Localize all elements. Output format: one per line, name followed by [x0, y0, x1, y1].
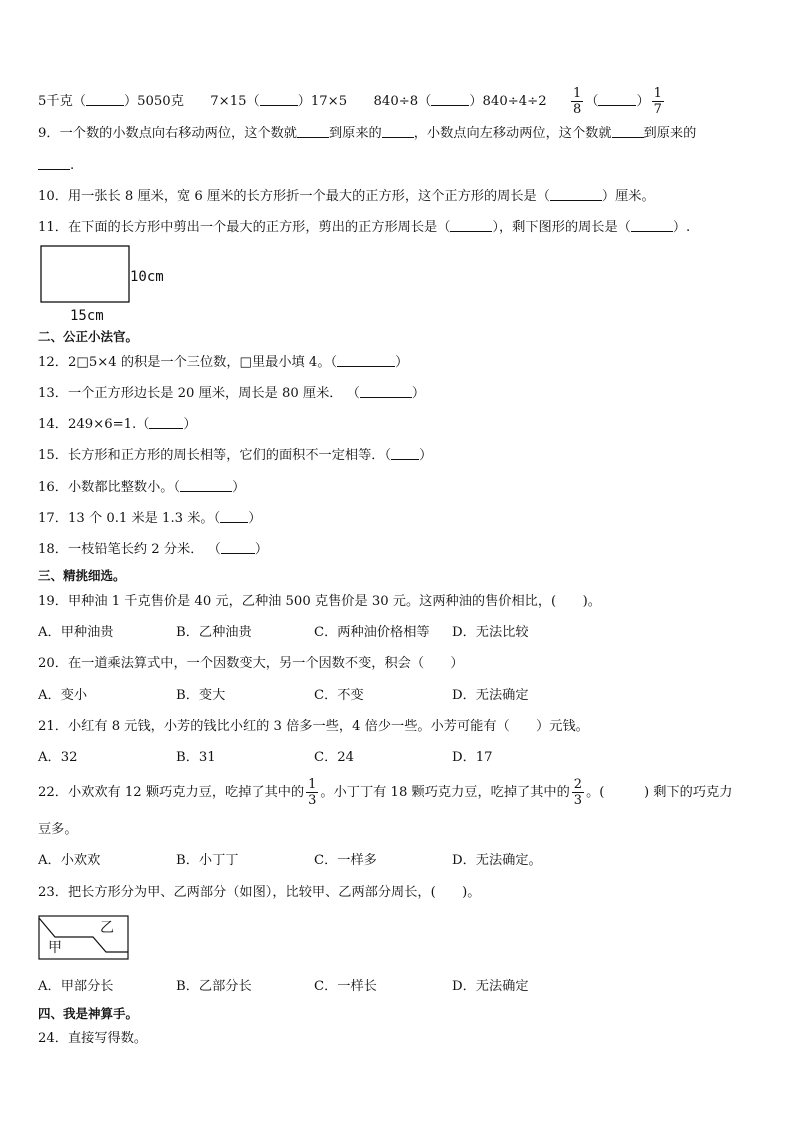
answer-blank[interactable] — [550, 187, 602, 201]
question-22-text: 22．小欢欢有 12 颗巧克力豆，吃掉了其中的 — [38, 785, 305, 800]
question-13-text: 13．一个正方形边长是 20 厘米，周长是 80 厘米． （ — [38, 386, 360, 401]
fraction-2-3: $\frac{2}{3}$ — [573, 777, 583, 808]
option-b[interactable]: B．31 — [176, 750, 216, 765]
answer-blank[interactable] — [337, 353, 395, 367]
option-c[interactable]: C．一样多 — [314, 853, 377, 868]
question-9-text: 到原来的 — [643, 126, 697, 141]
question-16-text: 16．小数都比整数小。（ — [38, 480, 181, 495]
answer-blank[interactable] — [598, 92, 636, 106]
region-jia-label: 甲 — [48, 940, 62, 956]
question-18-text: 18．一枝铅笔长约 2 分米． （ — [38, 542, 221, 557]
option-c[interactable]: C．一样长 — [314, 979, 377, 994]
question-22-cont: 豆多。 — [38, 822, 78, 837]
rectangle-shape — [41, 246, 129, 302]
option-c[interactable]: C．不变 — [314, 688, 364, 703]
question-21: 21．小红有 8 元钱，小芳的钱比小红的 3 倍多一些，4 倍少一些。小芳可能有（ ）元钱。 — [38, 719, 589, 734]
question-11-text: ）. — [672, 220, 691, 235]
region-yi-label: 乙 — [100, 920, 114, 936]
question-15-text: ） — [419, 448, 433, 463]
question-14-text: ） — [183, 417, 197, 432]
compare-2-left: 7×15（ — [210, 94, 260, 109]
option-b[interactable]: B．乙部分长 — [176, 979, 252, 994]
answer-blank[interactable] — [612, 124, 644, 138]
answer-blank[interactable] — [38, 156, 70, 170]
question-19: 19．甲种油 1 千克售价是 40 元，乙种油 500 克售价是 30 元。这两种油的售价相比，( )。 — [38, 594, 601, 609]
option-d[interactable]: D．无法比较 — [452, 625, 529, 640]
question-9-text: 到原来的 — [328, 126, 382, 141]
question-10 — [38, 187, 655, 207]
paren-open: （ — [585, 94, 599, 109]
answer-blank[interactable] — [220, 509, 248, 523]
question-18-text: ） — [254, 542, 268, 557]
section-4-heading: 四、我是神算手。 — [38, 1006, 139, 1021]
question-11-text: ），剩下图形的周长是（ — [492, 220, 631, 235]
paren-close: ） — [636, 94, 650, 109]
question-12 — [38, 353, 408, 373]
rectangle-figure — [38, 244, 178, 326]
option-d[interactable]: D．无法确定 — [452, 688, 529, 703]
section-3-heading: 三、精挑细选。 — [38, 568, 126, 583]
question-9-text: . — [70, 158, 75, 173]
question-22 — [38, 777, 732, 809]
answer-blank[interactable] — [382, 124, 414, 138]
option-d[interactable]: D．17 — [452, 750, 493, 765]
compare-line — [38, 86, 666, 117]
answer-blank[interactable] — [221, 540, 255, 554]
question-17-text: 17．13 个 0.1 米是 1.3 米。（ — [38, 511, 221, 526]
question-16-text: ） — [232, 480, 246, 495]
answer-blank[interactable] — [260, 92, 298, 106]
answer-blank[interactable] — [86, 92, 124, 106]
question-18 — [38, 540, 268, 560]
question-23: 23．把长方形分为甲、乙两部分（如图），比较甲、乙两部分周长，( )。 — [38, 885, 481, 900]
question-14-text: 14．249×6=1.（ — [38, 417, 150, 432]
question-16 — [38, 478, 245, 498]
question-9-text: ，小数点向左移动两位，这个数就 — [413, 126, 612, 141]
option-b[interactable]: B．小丁丁 — [176, 853, 239, 868]
fraction-1-3: $\frac{1}{3}$ — [308, 777, 317, 808]
option-b[interactable]: B．变大 — [176, 688, 226, 703]
split-rectangle-figure — [38, 914, 132, 962]
answer-blank[interactable] — [297, 124, 329, 138]
option-a[interactable]: A．甲部分长 — [38, 979, 114, 994]
answer-blank[interactable] — [180, 478, 232, 492]
compare-1-left: 5千克（ — [38, 94, 86, 109]
question-13-text: ） — [411, 386, 426, 401]
question-14 — [38, 415, 197, 435]
fraction-1-7: $\frac{1}{7}$ — [653, 86, 662, 117]
question-11 — [38, 218, 690, 238]
section-2-heading: 二、公正小法官。 — [38, 329, 139, 344]
fraction-1-8: $\frac{1}{8}$ — [573, 86, 582, 117]
answer-blank[interactable] — [431, 92, 469, 106]
answer-blank[interactable] — [391, 446, 419, 460]
answer-blank[interactable] — [360, 384, 412, 398]
answer-blank[interactable] — [149, 415, 183, 429]
compare-2-right: ）17×5 — [297, 94, 348, 109]
question-13 — [38, 384, 425, 404]
rectangle-bottom-label: 15cm — [70, 308, 104, 324]
question-12-text: ） — [395, 355, 409, 370]
question-9-text: 9．一个数的小数点向右移动两位，这个数就 — [38, 126, 297, 141]
question-24: 24．直接写得数。 — [38, 1031, 148, 1046]
option-a[interactable]: A．甲种油贵 — [38, 625, 114, 640]
option-a[interactable]: A．32 — [38, 750, 78, 765]
question-20: 20．在一道乘法算式中，一个因数变大，另一个因数不变，积会（ ） — [38, 656, 464, 671]
question-10-text: 10．用一张长 8 厘米，宽 6 厘米的长方形折一个最大的正方形，这个正方形的周长是（ — [38, 189, 550, 204]
answer-blank[interactable] — [631, 218, 673, 232]
question-10-text: ）厘米。 — [601, 189, 655, 204]
option-a[interactable]: A．变小 — [38, 688, 88, 703]
compare-1-right: ）5050克 — [123, 94, 184, 109]
question-22-text: 。小丁丁有 18 颗巧克力豆，吃掉了其中的 — [320, 785, 570, 800]
option-d[interactable]: D．无法确定。 — [452, 853, 542, 868]
question-9-cont — [38, 156, 74, 176]
question-15-text: 15．长方形和正方形的周长相等，它们的面积不一定相等．（ — [38, 448, 392, 463]
question-15 — [38, 446, 432, 466]
option-b[interactable]: B．乙种油贵 — [176, 625, 252, 640]
option-c[interactable]: C．两种油价格相等 — [314, 625, 430, 640]
question-11-text: 11．在下面的长方形中剪出一个最大的正方形，剪出的正方形周长是（ — [38, 220, 451, 235]
question-17 — [38, 509, 261, 529]
question-9 — [38, 124, 696, 144]
answer-blank[interactable] — [450, 218, 492, 232]
option-d[interactable]: D．无法确定 — [452, 979, 529, 994]
question-17-text: ） — [248, 511, 262, 526]
option-c[interactable]: C．24 — [314, 750, 355, 765]
rectangle-side-label: 10cm — [130, 269, 164, 285]
compare-3-right: ）840÷4÷2 — [469, 94, 547, 109]
compare-3-left: 840÷8（ — [373, 94, 432, 109]
question-12-text: 12．2□5×4 的积是一个三位数，□里最小填 4。（ — [38, 355, 338, 370]
question-22-text: 。( ) 剩下的巧克力 — [586, 785, 733, 800]
option-a[interactable]: A．小欢欢 — [38, 853, 101, 868]
